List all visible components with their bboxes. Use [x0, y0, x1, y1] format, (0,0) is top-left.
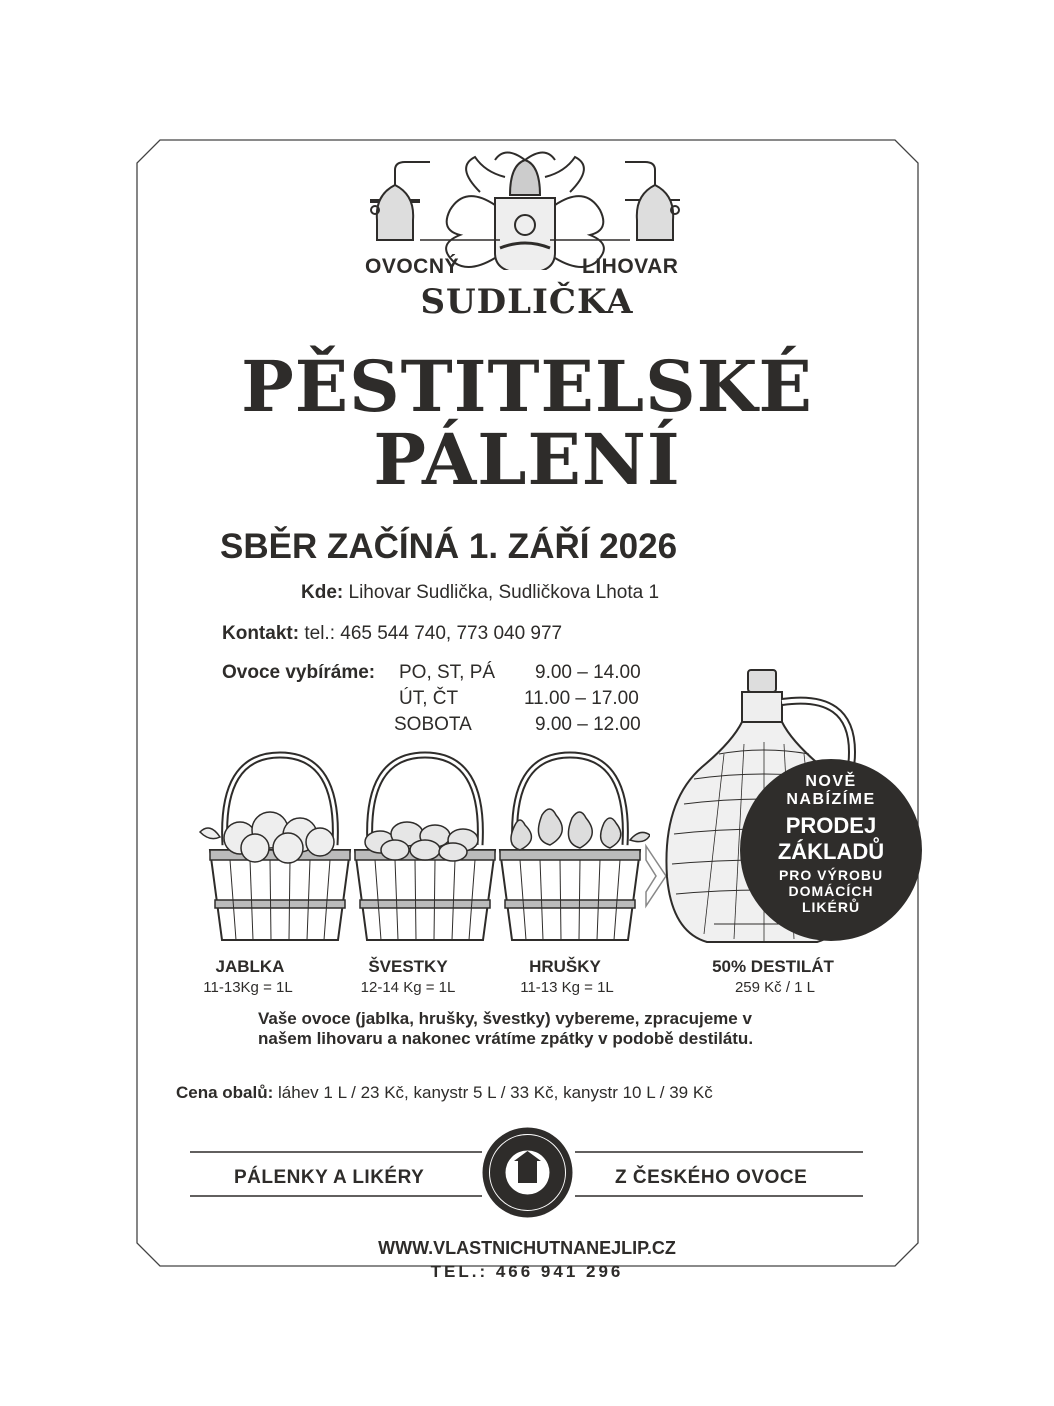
plum-basket	[355, 755, 495, 940]
destilat-price: 259 Kč / 1 L	[734, 979, 816, 996]
where-label: Kde:	[301, 582, 344, 603]
packaging-label: Cena obalů:	[176, 1083, 274, 1102]
brand-sudlicka: SUDLIČKA	[420, 282, 634, 322]
footer-right-text: Z ČESKÉHO OVOCE	[615, 1167, 808, 1188]
website[interactable]: WWW.VLASTNICHUTNANEJLIP.CZ	[378, 1238, 676, 1258]
hours-days-1: ÚT, ČT	[399, 688, 459, 709]
badge-line6: DOMÁCÍCH	[788, 883, 874, 899]
badge-line3: PRODEJ	[785, 813, 877, 838]
hours-time-0: 9.00 – 14.00	[535, 662, 641, 683]
description-line2: našem lihovaru a nakonec vrátíme zpátky v podobě destilátu.	[258, 1029, 754, 1048]
pear-basket	[500, 755, 650, 940]
badge-line2: NABÍZÍME	[786, 791, 876, 808]
where-value: Lihovar Sudlička, Sudličkova Lhota 1	[348, 582, 660, 603]
brand-ovocny: OVOCNÝ	[365, 255, 460, 278]
badge-line4: ZÁKLADŮ	[777, 839, 885, 864]
pears-ratio: 11-13 Kg = 1L	[520, 979, 614, 996]
hours-days-2: SOBOTA	[394, 714, 472, 735]
contact-label: Kontakt:	[222, 623, 300, 644]
packaging-prices	[176, 1083, 713, 1103]
fruit-baskets-illustration	[180, 750, 650, 950]
apples-ratio: 11-13Kg = 1L	[203, 979, 293, 996]
badge-line7: LIKÉRŮ	[801, 899, 861, 915]
contact-line	[222, 623, 562, 645]
distillery-logo	[360, 140, 690, 270]
headline-line2: PÁLENÍ	[373, 418, 681, 501]
contact-value: tel.: 465 544 740, 773 040 977	[304, 623, 563, 644]
made-in-czech-seal-icon	[480, 1125, 575, 1220]
plums-label: ŠVESTKY	[368, 957, 448, 976]
new-product-badge	[740, 759, 922, 941]
description-line1: Vaše ovoce (jablka, hrušky, švestky) vybereme, zpracujeme v	[258, 1009, 752, 1028]
hours-days-0: PO, ST, PÁ	[399, 662, 496, 683]
headline-line1: PĚSTITELSKÉ	[241, 345, 813, 428]
hours-time-2: 9.00 – 12.00	[535, 714, 641, 735]
pears-label: HRUŠKY	[529, 957, 601, 976]
badge-line5: PRO VÝROBU	[778, 867, 884, 883]
hours-time-1: 11.00 – 17.00	[524, 688, 639, 709]
badge-line1: NOVĚ	[805, 773, 857, 790]
hours-label: Ovoce vybíráme:	[222, 662, 376, 683]
footer-left-text: PÁLENKY A LIKÉRY	[234, 1167, 425, 1188]
brand-lihovar: LIHOVAR	[582, 255, 679, 278]
plums-ratio: 12-14 Kg = 1L	[360, 979, 456, 996]
where-line	[301, 582, 659, 604]
apple-basket	[200, 755, 350, 940]
phone: TEL.: 466 941 296	[430, 1262, 624, 1281]
apples-label: JABLKA	[215, 957, 285, 976]
packaging-value: láhev 1 L / 23 Kč, kanystr 5 L / 33 Kč, kanystr 10 L / 39 Kč	[278, 1083, 713, 1102]
destilat-label: 50% DESTILÁT	[712, 957, 834, 976]
service-description	[258, 1009, 858, 1049]
collection-start: SBĚR ZAČÍNÁ 1. ZÁŘÍ 2026	[220, 527, 678, 566]
